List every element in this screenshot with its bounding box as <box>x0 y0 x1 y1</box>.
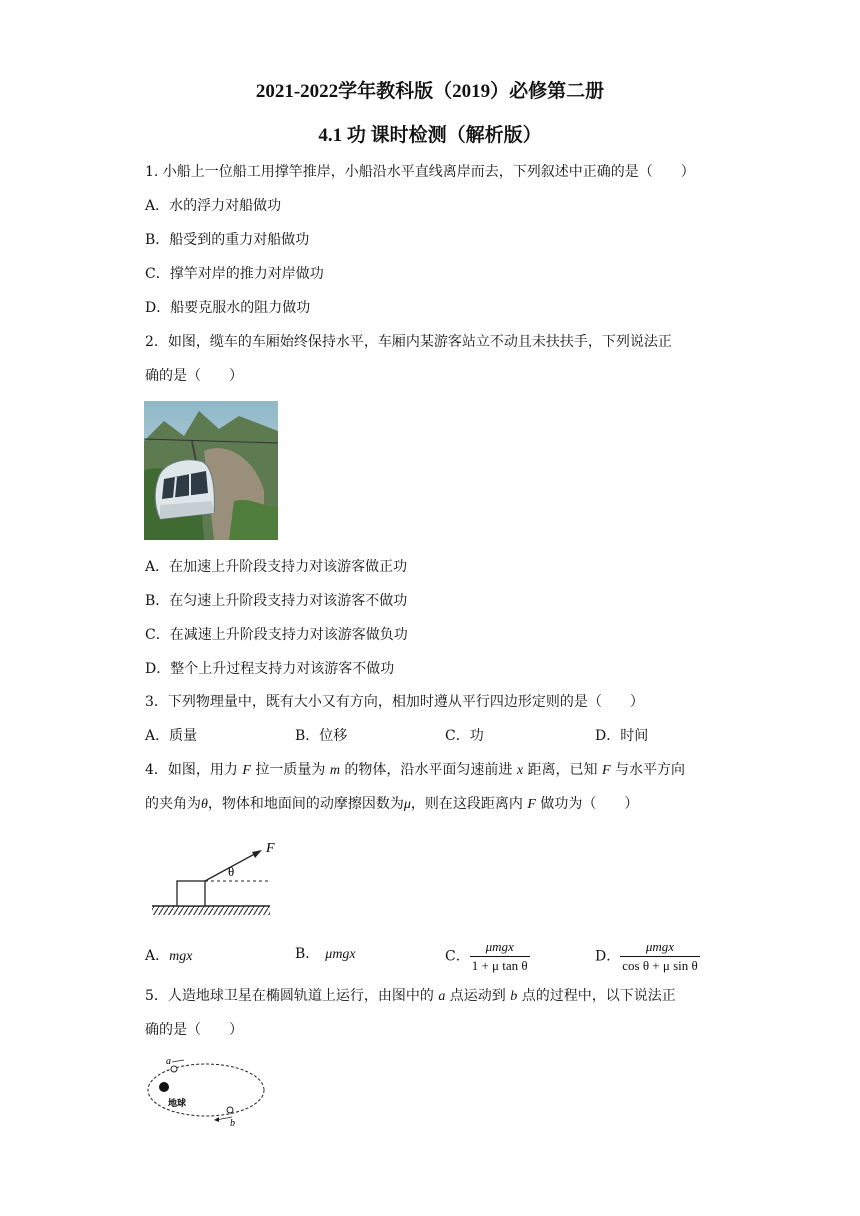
q4-option-a: A．mgx <box>145 948 193 964</box>
q3-option-b: B．位移 <box>295 728 348 744</box>
block-force-diagram <box>148 836 278 922</box>
q4-option-c: C． $\frac{\text{μmgx}}{\text{1 + μ tan θ}}$ <box>445 939 528 973</box>
earth-icon <box>159 1082 169 1092</box>
q4-stem-line2: 的夹角为θ，物体和地面间的动摩擦因数为μ，则在这段距离内 F 做功为（ ） <box>145 796 639 812</box>
q5-stem-line1: 5．人造地球卫星在椭圆轨道上运行，由图中的 a 点运动到 b 点的过程中，以下说法正 <box>145 988 676 1004</box>
q4-option-d-fraction: $\frac{\text{μmgx}}{\text{cos θ + μ sin θ}}$ <box>622 939 698 973</box>
q5-stem-line2: 确的是（ ） <box>145 1022 243 1038</box>
q2-option-d: D．整个上升过程支持力对该游客不做功 <box>145 661 395 677</box>
cable-car-photo <box>144 401 278 540</box>
q3-option-c: C．功 <box>445 728 484 744</box>
q3-option-d: D．时间 <box>595 728 649 744</box>
q1-stem: 1. 小船上一位船工用撑竿推岸，小船沿水平直线离岸而去，下列叙述中正确的是（ ） <box>145 164 695 180</box>
q3-stem: 3．下列物理量中，既有大小又有方向，相加时遵从平行四边形定则的是（ ） <box>145 694 644 710</box>
velocity-a-arrow <box>172 1060 184 1062</box>
arrow-head-icon <box>252 850 262 858</box>
document-title: 2021-2022学年教科版（2019）必修第二册 <box>255 81 605 102</box>
force-label: F <box>266 841 275 856</box>
point-a-label: a <box>166 1056 171 1067</box>
arrow-b-head-icon <box>214 1117 219 1122</box>
q1-option-d: D．船要克服水的阻力做功 <box>145 300 311 316</box>
q2-option-c: C．在减速上升阶段支持力对该游客做负功 <box>145 627 408 643</box>
earth-label: 地球 <box>168 1099 187 1109</box>
q4-option-b: B． μmgx <box>295 946 356 962</box>
angle-label: θ <box>228 864 235 879</box>
satellite-b-icon <box>227 1107 233 1113</box>
ground-hatch <box>152 906 270 915</box>
satellite-orbit-diagram <box>144 1054 268 1130</box>
block <box>177 881 205 906</box>
q4-option-d: D． $\frac{\text{μmgx}}{\text{cos θ + μ sin θ}}$ <box>595 939 698 973</box>
q1-option-a: A．水的浮力对船做功 <box>145 198 282 214</box>
point-b-label: b <box>230 1118 235 1129</box>
q2-option-b: B．在匀速上升阶段支持力对该游客不做功 <box>145 593 408 609</box>
q1-option-b: B．船受到的重力对船做功 <box>145 232 310 248</box>
q2-stem-line1: 2．如图，缆车的车厢始终保持水平，车厢内某游客站立不动且未扶扶手，下列说法正 <box>145 334 672 350</box>
satellite-a-icon <box>171 1066 177 1072</box>
q3-option-a: A．质量 <box>145 728 198 744</box>
document-subtitle: 4.1 功 课时检测（解析版） <box>318 125 542 146</box>
q4-option-c-fraction: $\frac{\text{μmgx}}{\text{1 + μ tan θ}}$ <box>471 939 528 973</box>
q4-stem-line1: 4．如图，用力 F 拉一质量为 m 的物体，沿水平面匀速前进 x 距离，已知 F 与水平方向 <box>145 762 685 778</box>
q2-stem-line2: 确的是（ ） <box>145 368 243 384</box>
q1-option-c: C．撑竿对岸的推力对岸做功 <box>145 266 324 282</box>
q2-option-a: A．在加速上升阶段支持力对该游客做正功 <box>145 559 408 575</box>
